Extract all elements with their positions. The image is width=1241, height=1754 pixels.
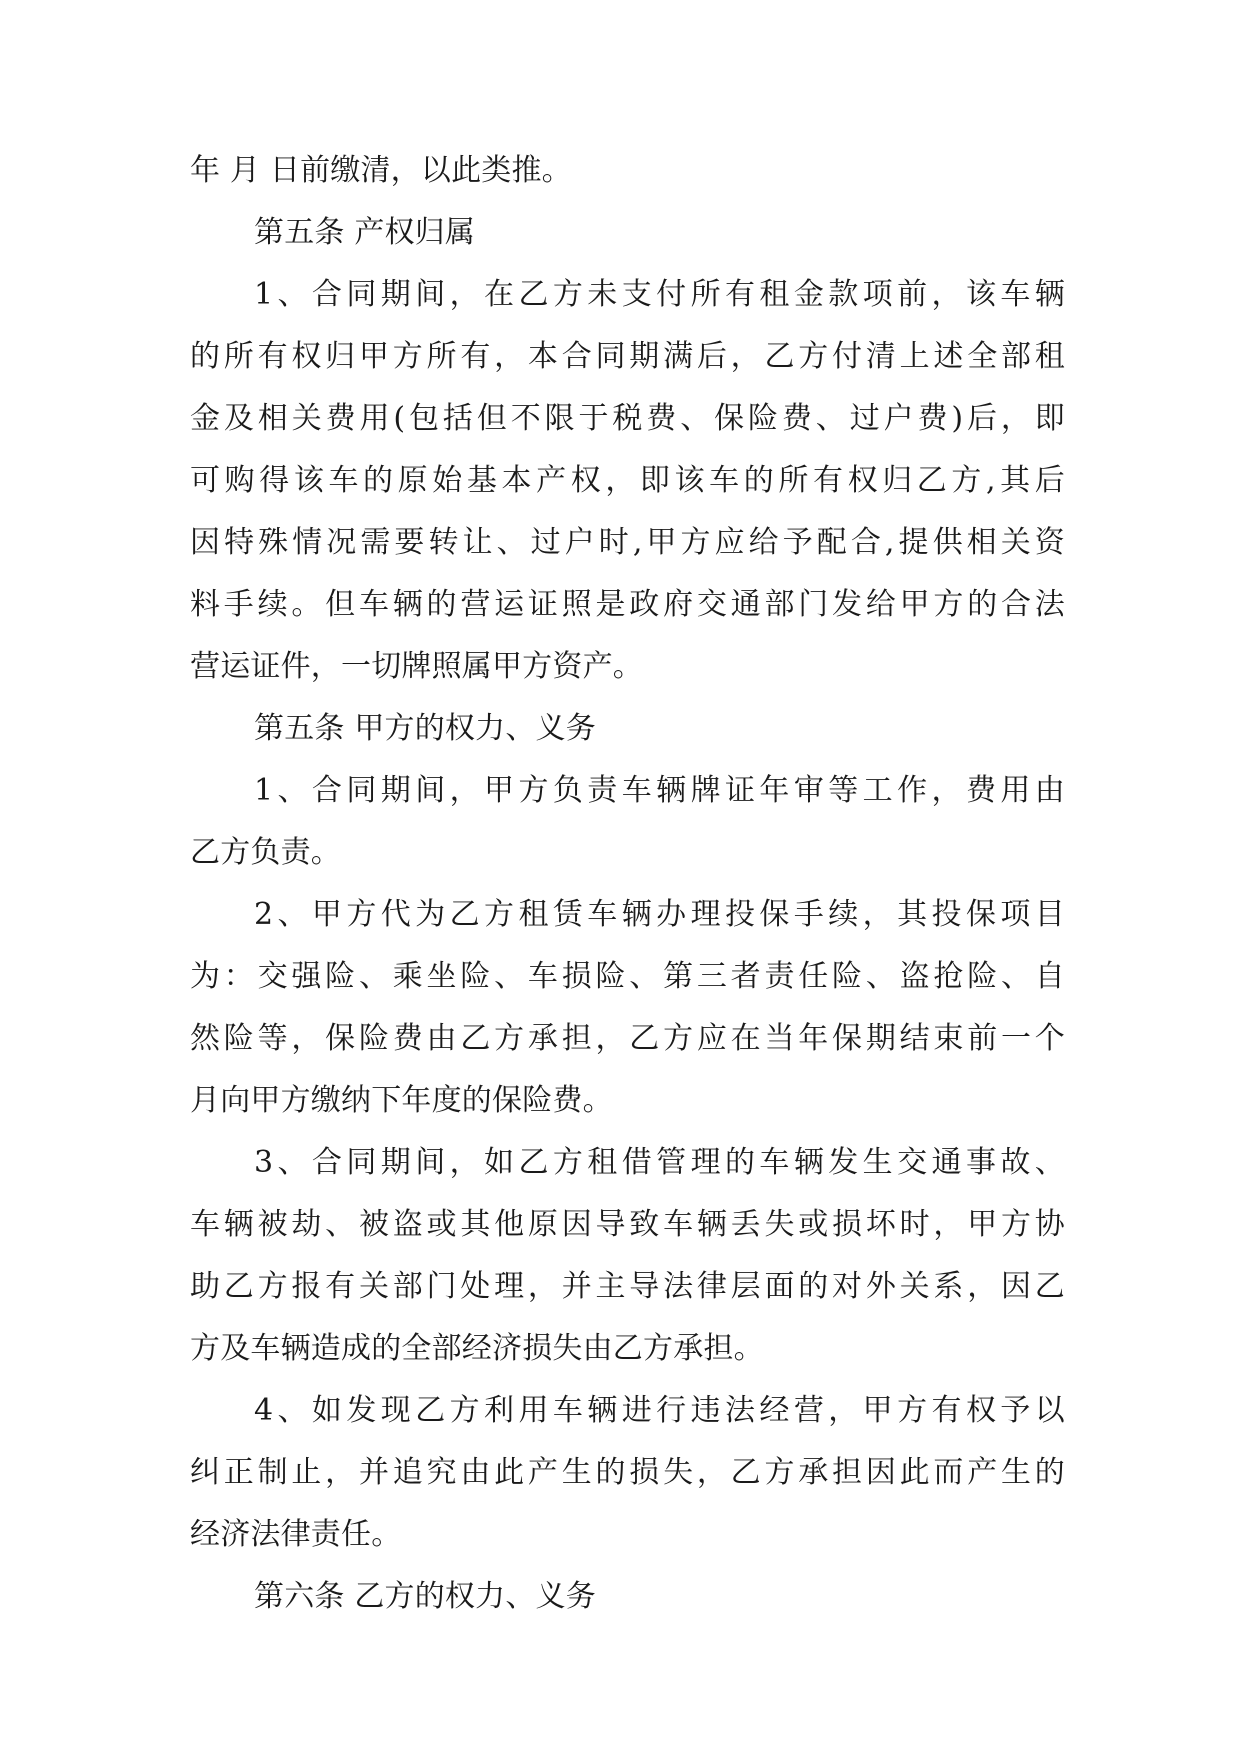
paragraph-line: 月向甲方缴纳下年度的保险费。 bbox=[190, 1083, 613, 1118]
paragraph-line: 1、合同期间，甲方负责车辆牌证年审等工作，费用由 bbox=[254, 773, 1065, 808]
paragraph-line: 助乙方报有关部门处理，并主导法律层面的对外关系，因乙 bbox=[190, 1269, 1065, 1304]
paragraph-line: 的所有权归甲方所有，本合同期满后，乙方付清上述全部租 bbox=[190, 339, 1065, 374]
paragraph-line: 2、甲方代为乙方租赁车辆办理投保手续，其投保项目 bbox=[254, 897, 1065, 932]
document-body bbox=[190, 140, 1065, 1628]
paragraph-line: 纠正制止，并追究由此产生的损失，乙方承担因此而产生的 bbox=[190, 1455, 1065, 1490]
paragraph-line: 4、如发现乙方利用车辆进行违法经营，甲方有权予以 bbox=[254, 1393, 1065, 1428]
section-heading: 第五条 产权归属 bbox=[254, 215, 476, 250]
paragraph-line: 然险等，保险费由乙方承担，乙方应在当年保期结束前一个 bbox=[190, 1021, 1065, 1056]
paragraph-line: 车辆被劫、被盗或其他原因导致车辆丢失或损坏时，甲方协 bbox=[190, 1207, 1065, 1242]
paragraph-line: 3、合同期间，如乙方租借管理的车辆发生交通事故、 bbox=[254, 1145, 1065, 1180]
paragraph-line: 因特殊情况需要转让、过户时,甲方应给予配合,提供相关资 bbox=[190, 525, 1065, 560]
paragraph-line: 金及相关费用(包括但不限于税费、保险费、过户费)后，即 bbox=[190, 401, 1065, 436]
section-heading: 第五条 甲方的权力、义务 bbox=[254, 711, 596, 746]
paragraph-line: 乙方负责。 bbox=[190, 835, 341, 870]
paragraph-line: 可购得该车的原始基本产权，即该车的所有权归乙方,其后 bbox=[190, 463, 1065, 498]
paragraph-line: 经济法律责任。 bbox=[190, 1517, 402, 1552]
paragraph-line: 营运证件，一切牌照属甲方资产。 bbox=[190, 649, 643, 684]
paragraph-line: 1、合同期间，在乙方未支付所有租金款项前，该车辆 bbox=[254, 277, 1065, 312]
paragraph-line: 年 月 日前缴清，以此类推。 bbox=[190, 153, 572, 188]
paragraph-line: 料手续。但车辆的营运证照是政府交通部门发给甲方的合法 bbox=[190, 587, 1065, 622]
section-heading: 第六条 乙方的权力、义务 bbox=[254, 1579, 596, 1614]
document-page bbox=[190, 140, 1065, 1628]
paragraph-line: 方及车辆造成的全部经济损失由乙方承担。 bbox=[190, 1331, 764, 1366]
paragraph-line: 为：交强险、乘坐险、车损险、第三者责任险、盗抢险、自 bbox=[190, 959, 1065, 994]
